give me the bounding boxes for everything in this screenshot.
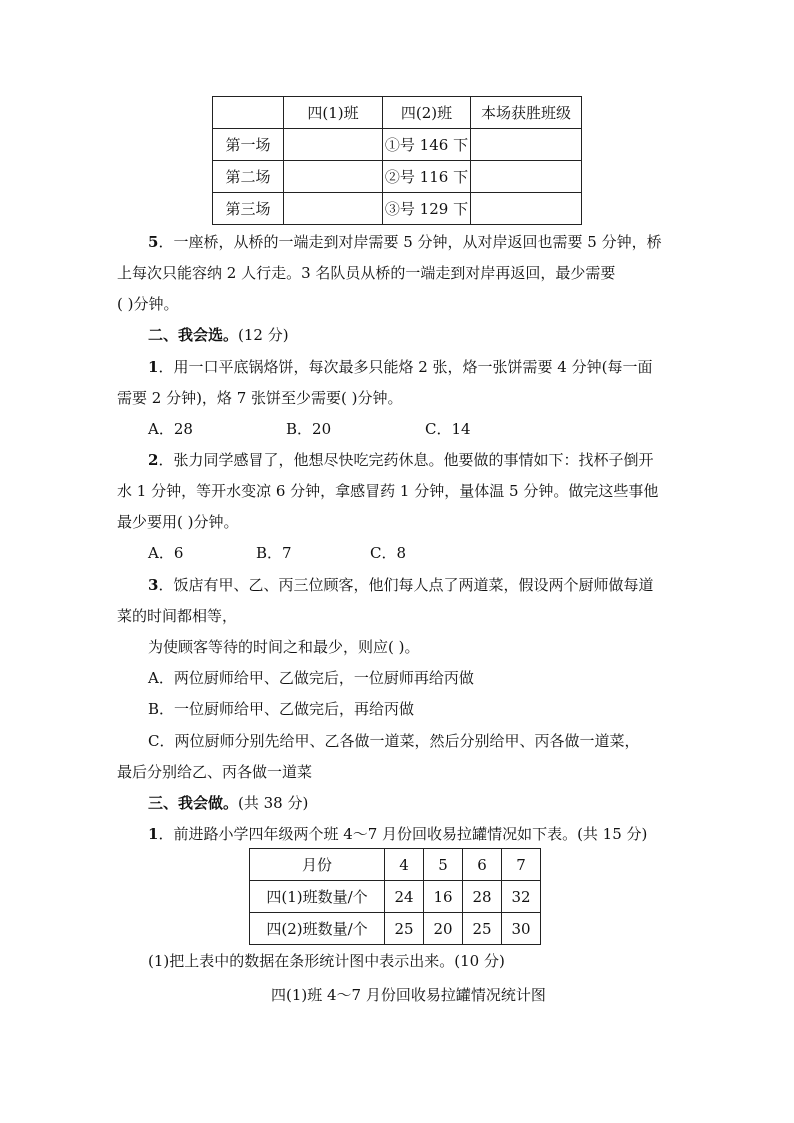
table-header-cell: 月份 (250, 849, 385, 881)
option-b: B．7 (256, 544, 292, 562)
table-header-row (213, 97, 582, 129)
table-cell: ②号 116 下 (383, 161, 471, 193)
option-a: A．28 (148, 420, 193, 438)
table-cell: 24 (385, 881, 424, 913)
s3-question-1 (148, 824, 647, 844)
s3-subquestion-1: (1)把上表中的数据在条形统计图中表示出来。(10 分) (148, 952, 505, 970)
option-c: C．两位厨师分别先给甲、乙各做一道菜，然后分别给甲、丙各做一道菜， (148, 732, 640, 750)
table-cell (284, 161, 383, 193)
table-header-row (250, 849, 541, 881)
table-header-cell: 6 (463, 849, 502, 881)
table-header-cell: 本场获胜班级 (471, 97, 582, 129)
table-cell (284, 129, 383, 161)
option-a: A．两位厨师给甲、乙做完后，一位厨师再给丙做 (148, 669, 474, 687)
table-header-cell: 7 (502, 849, 541, 881)
table-header-cell (213, 97, 284, 129)
question-text: ．前进路小学四年级两个班 4～7 月份回收易拉罐情况如下表。(共 15 分) (158, 825, 648, 843)
table-row (213, 193, 582, 225)
table-cell: 四(2)班数量/个 (250, 913, 385, 945)
option-c: C．8 (370, 544, 407, 562)
s2-question-2-line-2: 水 1 分钟，等开水变凉 6 分钟，拿感冒药 1 分钟，量体温 5 分钟。做完这些事他 (117, 482, 659, 500)
question-5-line-2: 上每次只能容纳 2 人行走。3 名队员从桥的一端走到对岸再返回，最少需要 (117, 264, 616, 282)
table-cell (471, 161, 582, 193)
table-cell: 20 (424, 913, 463, 945)
option-a: A．6 (148, 544, 184, 562)
table-cell: 25 (385, 913, 424, 945)
table-cell (471, 193, 582, 225)
s2-question-1-line-1 (148, 357, 652, 377)
table-row (250, 913, 541, 945)
table-cell: ③号 129 下 (383, 193, 471, 225)
question-5-line-3: ( )分钟。 (117, 295, 179, 313)
table-cell: 第一场 (213, 129, 284, 161)
table-row (213, 161, 582, 193)
can-collection-table (249, 848, 541, 945)
section-3-heading (148, 793, 308, 813)
table-cell (284, 193, 383, 225)
table-cell: 32 (502, 881, 541, 913)
table-cell: ①号 146 下 (383, 129, 471, 161)
table-cell: 25 (463, 913, 502, 945)
section-points: (12 分) (238, 326, 289, 344)
question-number: 2 (148, 451, 159, 469)
option-c-continued: 最后分别给乙、丙各做一道菜 (117, 763, 313, 781)
question-number: 1 (148, 825, 159, 843)
section-title: 三、我会做。 (148, 794, 239, 812)
s2-question-2-line-1 (148, 450, 653, 470)
table-header-cell: 5 (424, 849, 463, 881)
question-number: 1 (148, 358, 159, 376)
s2-question-3-line-1 (148, 575, 653, 595)
table-header-cell: 4 (385, 849, 424, 881)
question-5-line-1 (148, 232, 662, 252)
question-text: ．饭店有甲、乙、丙三位顾客，他们每人点了两道菜，假设两个厨师做每道 (158, 576, 654, 594)
section-title: 二、我会选。 (148, 326, 239, 344)
question-text: ．一座桥，从桥的一端走到对岸需要 5 分钟，从对岸返回也需要 5 分钟，桥 (158, 233, 662, 251)
table-cell: 第二场 (213, 161, 284, 193)
table-row (250, 881, 541, 913)
question-number: 5 (148, 233, 159, 251)
s2-question-2-line-3: 最少要用( )分钟。 (117, 513, 239, 531)
table-cell: 第三场 (213, 193, 284, 225)
table-row (213, 129, 582, 161)
table-cell: 28 (463, 881, 502, 913)
question-text: ．张力同学感冒了，他想尽快吃完药休息。他要做的事情如下：找杯子倒开 (158, 451, 654, 469)
s2-question-3-line-3: 为使顾客等待的时间之和最少，则应( )。 (148, 638, 420, 656)
table-cell (471, 129, 582, 161)
option-b: B．一位厨师给甲、乙做完后，再给丙做 (148, 700, 415, 718)
s2-question-1-line-2: 需要 2 分钟)，烙 7 张饼至少需要( )分钟。 (117, 389, 403, 407)
table-cell: 30 (502, 913, 541, 945)
section-points: (共 38 分) (238, 794, 309, 812)
option-b: B．20 (286, 420, 332, 438)
question-number: 3 (148, 576, 159, 594)
table-cell: 四(1)班数量/个 (250, 881, 385, 913)
match-result-table (212, 96, 582, 225)
question-text: ．用一口平底锅烙饼，每次最多只能烙 2 张，烙一张饼需要 4 分钟(每一面 (158, 358, 653, 376)
option-c: C．14 (425, 420, 471, 438)
table-header-cell: 四(1)班 (284, 97, 383, 129)
section-2-heading (148, 325, 289, 345)
table-header-cell: 四(2)班 (383, 97, 471, 129)
table-cell: 16 (424, 881, 463, 913)
chart-title: 四(1)班 4～7 月份回收易拉罐情况统计图 (271, 986, 546, 1004)
s2-question-3-line-2: 菜的时间都相等， (117, 607, 238, 625)
